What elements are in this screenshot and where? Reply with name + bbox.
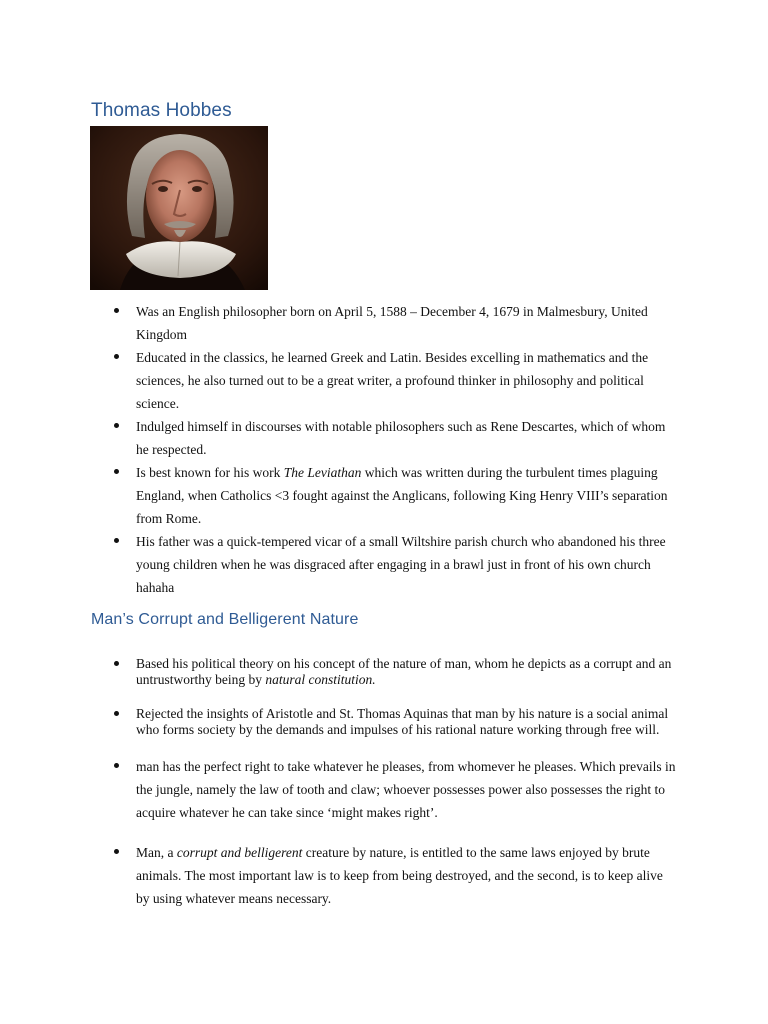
- list-item: [0, 461, 768, 530]
- list-item-text: Rejected the insights of Aristotle and St. Thomas Aquinas that man by his nature is a social animal who forms society by the demands and impulses of his rational nature working through free will.: [136, 706, 669, 737]
- list-item-text: Indulged himself in discourses with notable philosophers such as Rene Descartes, which of whom he respected.: [136, 419, 666, 457]
- text-run: which was written during the turbulent times plaguing England, when Catholics <3 fought against the Anglicans, following King Henry VIII’s separation from Rome.: [136, 465, 668, 526]
- list-item-text: Was an English philosopher born on April 5, 1588 – December 4, 1679 in Malmesbury, United Kingdom: [136, 304, 648, 342]
- bullet-icon: [114, 763, 119, 768]
- bullet-icon: [114, 711, 119, 716]
- bullet-icon: [114, 469, 119, 474]
- list-item-text: [136, 461, 676, 530]
- list-item: [0, 755, 768, 825]
- portrait-photo-icon: [90, 126, 268, 290]
- text-run: Based his political theory on his concept of the nature of man, whom he depicts as a corrupt and an untrustworthy being by: [136, 656, 672, 687]
- list-item: [0, 841, 768, 911]
- list-item-text: [136, 841, 676, 910]
- bullet-icon: [114, 308, 119, 313]
- text-run: Man, a: [136, 845, 177, 860]
- list-item-text: [136, 656, 676, 688]
- list-item-text: His father was a quick-tempered vicar of a small Wiltshire parish church who abandoned his three young children when he was disgraced after engaging in a brawl just in front of his own church hahaha: [136, 534, 666, 595]
- section-title-mans-nature: Man’s Corrupt and Belligerent Nature: [91, 611, 359, 628]
- list-item: [0, 656, 768, 696]
- bullet-icon: [114, 423, 119, 428]
- list-item: [0, 706, 768, 756]
- section-title-thomas-hobbes: Thomas Hobbes: [91, 100, 232, 121]
- list-item-text: man has the perfect right to take whatever he pleases, from whomever he pleases. Which prevails in the jungle, namely the law of tooth and claw; whoever possesses power also possesses the right to acquire whatever he can take since ‘might makes right’.: [136, 759, 676, 820]
- list-item-text: Educated in the classics, he learned Greek and Latin. Besides excelling in mathematics and the sciences, he also turned out to be a great writer, a profound thinker in philosophy and political science.: [136, 350, 649, 411]
- emphasis: corrupt and belligerent: [176, 845, 303, 860]
- list-item: [0, 530, 768, 599]
- bullet-icon: [114, 849, 119, 854]
- bullet-icon: [114, 661, 119, 666]
- emphasis: natural constitution.: [265, 672, 376, 687]
- list-item: [0, 346, 768, 415]
- text-run: Is best known for his work: [136, 465, 284, 480]
- bullet-icon: [114, 354, 119, 359]
- text-run: creature by nature, is entitled to the same laws enjoyed by brute animals. The most important law is to keep from being destroyed, and the second, is to keep alive by using whatever means necessary.: [136, 845, 663, 906]
- list-item: [0, 300, 768, 346]
- portrait-image: [90, 126, 268, 290]
- bullet-icon: [114, 538, 119, 543]
- work-title: The Leviathan: [283, 465, 362, 480]
- list-item: [0, 415, 768, 461]
